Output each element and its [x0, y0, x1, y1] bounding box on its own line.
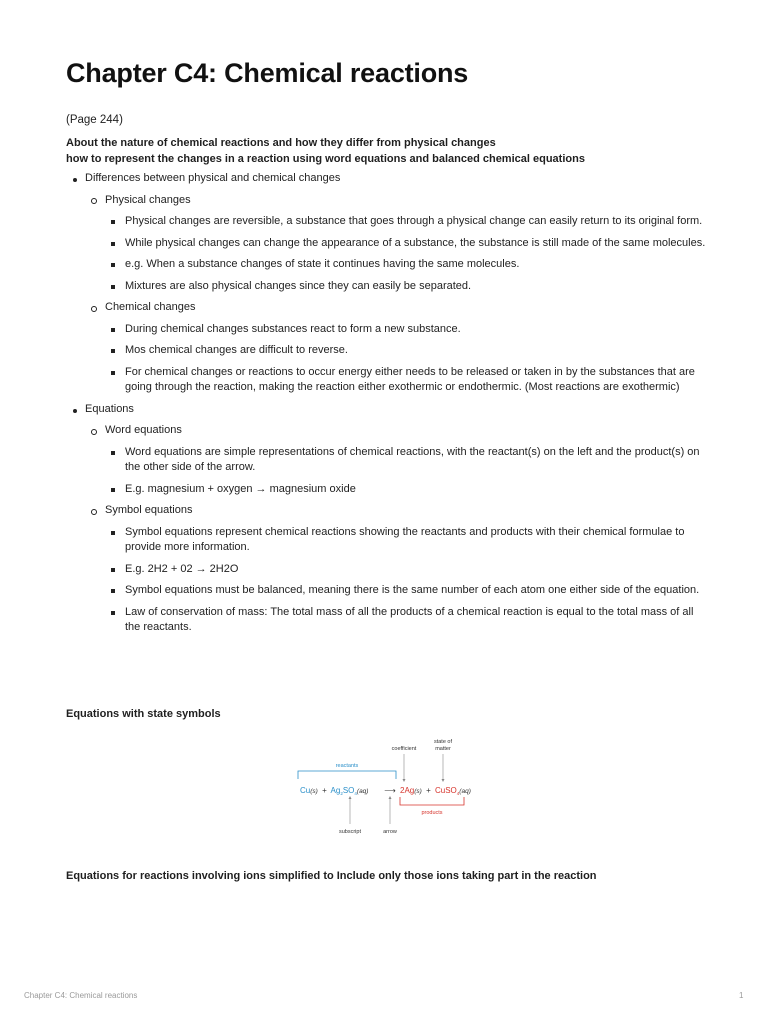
note-item: Symbol equations must be balanced, meaning there is the same number of each atom one either side of the equation. [105, 583, 706, 599]
cu-symbol: Cu [300, 786, 311, 795]
silver-sulfate-so: SO [342, 786, 355, 795]
note-item: Law of conservation of mass: The total mass of all the products of a chemical reaction is equal to the total mass of all the reactants. [105, 605, 706, 636]
coefficient-pointer-head [403, 779, 406, 782]
outline-item [66, 171, 706, 396]
outline-subitem-label: Word equations [105, 424, 182, 436]
copper-sulfate-state: (aq) [459, 788, 471, 795]
cu-state: (s) [310, 788, 318, 795]
reactants-bracket [298, 771, 396, 779]
note-item: Symbol equations represent chemical reactions showing the reactants and products with their chemical formulae to provide more information. [105, 525, 706, 556]
page-number: 1 [739, 991, 744, 1000]
footer-title: Chapter C4: Chemical reactions [24, 991, 138, 1000]
state-of-matter-label-2: matter [435, 746, 451, 752]
note-item: Word equations are simple representations of chemical reactions, with the reactant(s) on the left and the product(s) on the other side of the arrow. [105, 445, 706, 476]
note-item: Mixtures are also physical changes since they can easily be separated. [105, 279, 706, 295]
page-reference: (Page 244) [66, 114, 123, 126]
silver-sulfate-subscript: 2 [340, 791, 343, 796]
subscript-label: subscript [338, 829, 362, 835]
equation-products [400, 786, 471, 796]
objective-line: About the nature of chemical reactions and how they differ from physical changes [66, 137, 496, 149]
outline-subitem [85, 503, 706, 636]
coefficient-label: coefficient [391, 746, 417, 752]
plus-sign: + [426, 786, 431, 795]
coefficient-value: 2 [400, 786, 405, 795]
state-of-matter-label-1: state of [433, 739, 453, 745]
copper-sulfate-subscript: 4 [456, 791, 460, 796]
learning-objectives [66, 136, 585, 167]
outline-item-label: Differences between physical and chemical changes [85, 172, 341, 184]
notes-outline [66, 171, 706, 642]
reaction-arrow: ⟶ [384, 786, 396, 795]
aq-state: (aq) [356, 788, 369, 795]
note-item: E.g. 2H2 + 02 → 2H2O [105, 562, 706, 578]
outline-item [66, 402, 706, 636]
outline-subitem-label: Chemical changes [105, 301, 196, 313]
page-title: Chapter C4: Chemical reactions [66, 58, 469, 88]
state-pointer-head [442, 779, 445, 782]
objective-line: how to represent the changes in a reaction using word equations and balanced chemical equations [66, 152, 585, 165]
outline-item-label: Equations [85, 402, 134, 415]
note-item: While physical changes can change the appearance of a substance, the substance is still made of the same molecules. [105, 236, 706, 252]
state-symbols-diagram [288, 730, 471, 840]
note-item: Physical changes are reversible, a substance that goes through a physical change can easily return to its original form. [105, 214, 706, 230]
outline-subitem-label: Symbol equations [105, 504, 193, 516]
silver-sulfate-ag: Ag [330, 786, 341, 795]
state-symbols-heading: Equations with state symbols [66, 708, 221, 720]
products-bracket [400, 797, 464, 805]
note-item: e.g. When a substance changes of state it continues having the same molecules. [105, 257, 706, 273]
outline-subitem [85, 423, 706, 497]
note-item: E.g. magnesium + oxygen → magnesium oxide [105, 482, 706, 498]
ag-symbol: Ag [404, 786, 415, 795]
products-label: products [421, 810, 443, 816]
note-item: Mos chemical changes are difficult to reverse. [105, 343, 706, 359]
sulfate-subscript: 4 [354, 791, 357, 796]
reactants-label: reactants [335, 763, 359, 769]
note-item: During chemical changes substances react to form a new substance. [105, 322, 706, 338]
arrow-pointer-head [389, 796, 392, 799]
subscript-pointer-head [349, 796, 352, 799]
copper-sulfate: CuSO [434, 786, 457, 795]
outline-subitem [85, 193, 706, 295]
outline-subitem-label: Physical changes [105, 193, 191, 206]
arrow-label: arrow [383, 829, 397, 835]
plus-sign: + [322, 786, 327, 795]
note-item: For chemical changes or reactions to occur energy either needs to be released or taken in by the substances that are going through the reaction, making the reaction either exothermic or endothermic. (Most reactions are exothermic) [105, 365, 706, 396]
outline-subitem [85, 300, 706, 396]
equation-reactants [300, 786, 368, 796]
ag-state: (s) [414, 788, 422, 795]
ions-equations-heading: Equations for reactions involving ions simplified to Include only those ions taking part in the reaction [66, 870, 597, 882]
